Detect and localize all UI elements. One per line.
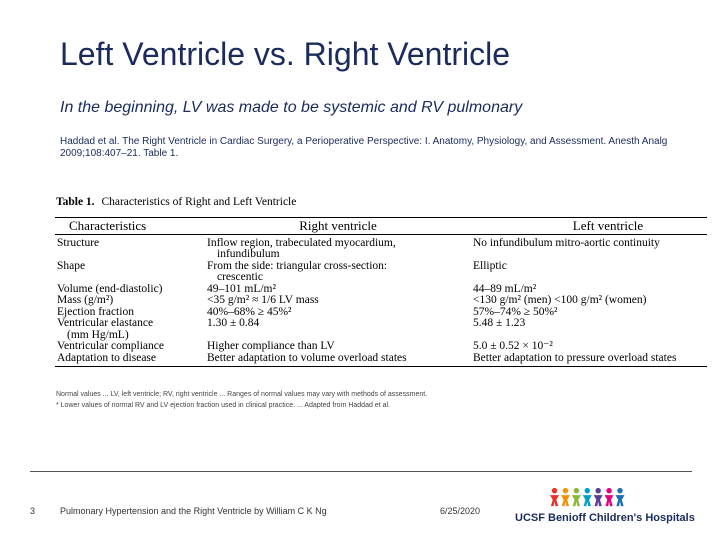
table-cell: 40%–68% ≥ 45%²	[207, 305, 292, 318]
table-cell: Higher compliance than LV	[207, 340, 335, 352]
table-cell: Elliptic	[473, 259, 507, 272]
table-footnote: Normal values ... LV, left ventricle; RV, right ventricle ... Ranges of normal values may vary with methods of assessment.	[56, 391, 428, 398]
table-footnotes	[56, 389, 706, 411]
figure-body	[594, 495, 603, 506]
slide-title: Left Ventricle vs. Right Ventricle	[60, 36, 510, 72]
figure-head	[552, 488, 557, 493]
figure-head	[563, 488, 568, 493]
figure-head	[595, 488, 600, 493]
figure-head	[585, 488, 590, 493]
header-right-ventricle: Right ventricle	[205, 218, 471, 235]
table-cell	[471, 249, 707, 261]
table-cell: Shape	[57, 259, 86, 272]
table-cell-text: crescentic	[217, 271, 263, 283]
figure-body	[561, 495, 570, 506]
table-cell: Ventricular elastance	[57, 317, 154, 329]
table-cell: Ejection fraction	[57, 305, 134, 318]
table-cell	[205, 249, 471, 261]
table-cell: Better adaptation to volume overload states	[205, 353, 471, 367]
table-cell: Volume (end-diastolic)	[57, 282, 163, 295]
table-cell: From the side: triangular cross-section:	[207, 259, 388, 272]
table-row	[55, 318, 707, 330]
figure-body	[572, 495, 581, 506]
table-cell: 57%–74% ≥ 50%²	[473, 305, 558, 318]
table-cell-text: infundibulum	[217, 248, 280, 260]
figure-head	[617, 488, 622, 493]
characteristics-table	[55, 217, 707, 367]
table-caption	[56, 196, 296, 208]
table-number: Table 1.	[56, 196, 95, 208]
table-cell: Adaptation to disease	[55, 353, 205, 367]
children-figures-icon	[545, 487, 635, 507]
table-cell: 5.0 ± 0.52 × 10⁻²	[473, 340, 553, 352]
citation: Haddad et al. The Right Ventricle in Cardiac Surgery, a Perioperative Perspective: I. Anatomy, Physiology, and Assessment. Anesth Analg 2009;108:407–21. Table 1.	[60, 136, 668, 159]
logo-text: UCSF Benioff Children's Hospitals	[515, 512, 695, 524]
table-cell: <35 g/m² ≈ 1/6 LV mass	[207, 294, 319, 306]
table-cell: Structure	[57, 236, 100, 249]
table-cell: 49–101 mL/m²	[207, 282, 276, 295]
header-left-ventricle: Left ventricle	[471, 218, 707, 235]
header-characteristics: Characteristics	[55, 218, 205, 235]
figure-body	[605, 495, 614, 506]
page-number: 3	[30, 506, 36, 516]
table-cell	[55, 272, 205, 284]
table-cell	[205, 272, 471, 284]
figure-body	[583, 495, 592, 506]
table-row	[55, 249, 707, 261]
figure-head	[606, 488, 611, 493]
table-row	[55, 234, 707, 249]
table-cell	[471, 272, 707, 284]
table-cell: 44–89 mL/m²	[473, 282, 537, 295]
table-cell-text: (mm Hg/mL)	[67, 328, 129, 341]
footer-date: 6/25/2020	[440, 506, 481, 516]
table-row	[55, 272, 707, 284]
table-row	[55, 261, 707, 273]
ucsf-benioff-logo	[515, 487, 695, 527]
table-cell: 1.30 ± 0.84	[207, 317, 260, 329]
table-row	[55, 353, 707, 367]
table-cell: Inflow region, trabeculated myocardium,	[207, 236, 396, 249]
footer-divider	[30, 471, 692, 472]
table-row	[55, 295, 707, 307]
table-cell: Ventricular compliance	[57, 340, 164, 352]
figure-body	[615, 495, 624, 506]
slide-subtitle: In the beginning, LV was made to be systemic and RV pulmonary	[60, 99, 523, 116]
table-cell: No infundibulum mitro-aortic continuity	[473, 236, 660, 249]
table-cell: Mass (g/m²)	[57, 294, 114, 306]
table-cell: <130 g/m² (men) <100 g/m² (women)	[473, 294, 647, 306]
table-caption-text: Characteristics of Right and Left Ventricle	[101, 196, 297, 208]
table-cell: 5.48 ± 1.23	[473, 317, 526, 329]
table-cell	[55, 249, 205, 261]
table-header-row	[55, 218, 707, 235]
table-cell: Better adaptation to pressure overload states	[471, 353, 707, 367]
figure-body	[550, 495, 559, 506]
table-row	[55, 341, 707, 353]
figure-head	[574, 488, 579, 493]
footer-title: Pulmonary Hypertension and the Right Ventricle by William C K Ng	[60, 506, 327, 516]
table-footnote: * Lower values of normal RV and LV ejection fraction used in clinical practice. ... Adapted from Haddad et al.	[56, 402, 390, 409]
